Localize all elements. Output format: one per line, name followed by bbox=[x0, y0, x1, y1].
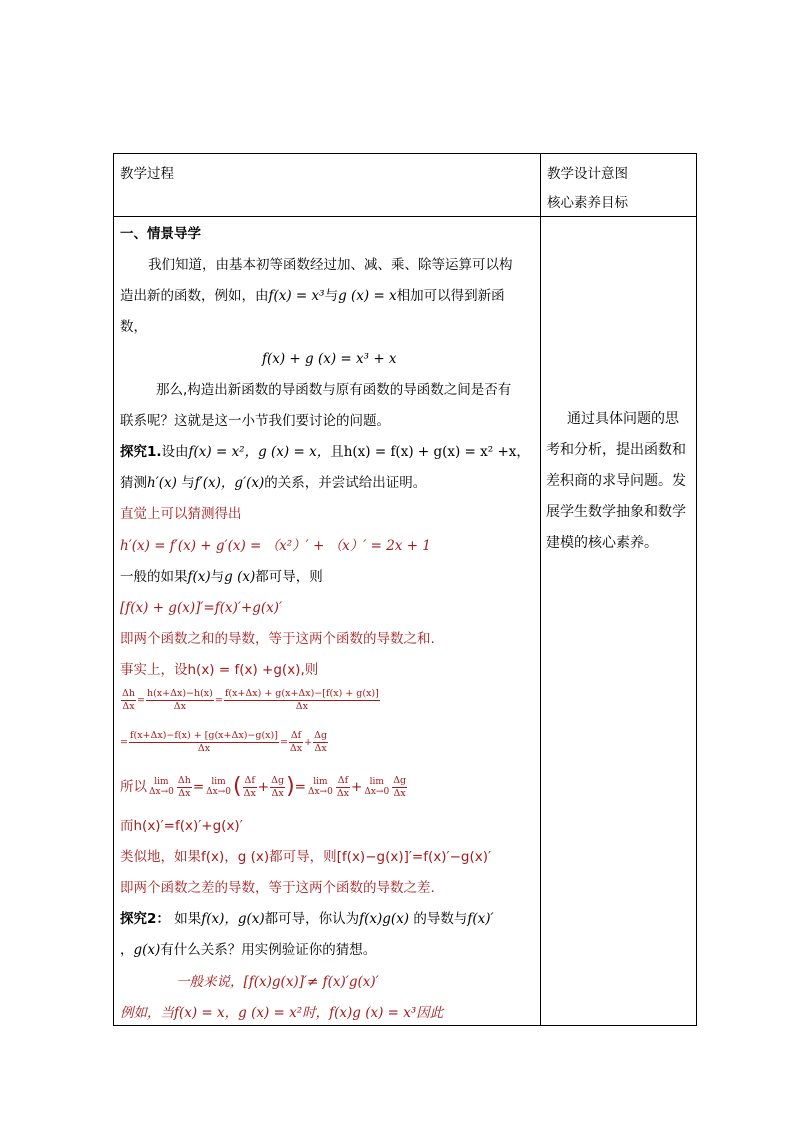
guess-h: h′(x) bbox=[147, 475, 177, 491]
guess-fg: f′(x)，g′(x) bbox=[194, 475, 265, 491]
limit-3: lim Δx→0 bbox=[307, 777, 333, 797]
header-core-literacy: 核心素养目标 bbox=[547, 195, 628, 211]
explore-2-text-2: 都可导，你认为 bbox=[264, 911, 360, 927]
fraction-h: $\frac{h(x+\Delta x)-h(x)}{\Delta x}$ bbox=[146, 688, 213, 712]
general-line bbox=[120, 567, 323, 587]
guess-and: 与 bbox=[176, 475, 195, 491]
intro-text-2: 相加可以得到新函 bbox=[396, 288, 505, 304]
fraction-dg-limit: $\frac{\Delta g}{\Delta x}$ bbox=[271, 774, 285, 799]
intro-line-1: 我们知道，由基本初等函数经过加、减、乘、除等运算可以构 bbox=[148, 257, 513, 273]
intent-line-5: 建模的核心素养。 bbox=[546, 535, 658, 551]
explore-2-comma: ， bbox=[120, 942, 134, 958]
explore-2-text-3: 的导数与 bbox=[409, 911, 468, 927]
section-title: 一、情景导学 bbox=[120, 226, 201, 242]
lesson-table bbox=[113, 153, 697, 1026]
explore-1-h: h(x) = f(x) + g(x) = x² +x， bbox=[343, 444, 530, 460]
difference-rule-text: 即两个函数之差的导数，等于这两个函数的导数之差. bbox=[120, 880, 435, 896]
example-line: 例如，当f(x) = x，g (x) = x²时，f(x)g (x) = x³因此 bbox=[120, 1005, 444, 1021]
fraction-df-limit-2: $\frac{\Delta f}{\Delta x}$ bbox=[336, 774, 350, 799]
equation-sum: f(x) + g (x) = x³ + x bbox=[262, 351, 397, 367]
fraction-df: $\frac{\Delta f}{\Delta x}$ bbox=[289, 730, 303, 754]
fraction-dg: $\frac{\Delta g}{\Delta x}$ bbox=[314, 730, 328, 754]
explore-2-question: 有什么关系？用实例验证你的猜想。 bbox=[160, 942, 377, 958]
limit-4: lim Δx→0 bbox=[364, 777, 390, 797]
explore-2-f: f(x)′ bbox=[467, 911, 494, 927]
explore-1-text: 设由 bbox=[161, 444, 189, 460]
intro-text: 造出新的函数，例如，由 bbox=[120, 288, 269, 304]
fraction-fg: $\frac{f(x+\Delta x) + g(x+\Delta x)-[f(x) + g(x)]}{\Delta x}$ bbox=[224, 688, 379, 712]
formula-g: g (x) = x bbox=[338, 288, 397, 304]
sum-rule: [f(x) + g(x)]′=f(x)′+g(x)′ bbox=[120, 600, 283, 616]
fraction-df-limit: $\frac{\Delta f}{\Delta x}$ bbox=[243, 774, 256, 799]
explore-2-g: g(x) bbox=[133, 942, 161, 958]
explore-1-label: 探究1. bbox=[120, 444, 162, 460]
difference-quotient-1: $\frac{\Delta h}{\Delta x}$ = $\frac{h(x+\Delta x)-h(x)}{\Delta x}$ = $\frac{f(x+\Delta x) + g(x+\Delta x)-[f(x) + g(x)]}{\Delta x}$ bbox=[122, 688, 379, 712]
general-text: 一般的如果 bbox=[120, 569, 188, 585]
explore-2 bbox=[120, 909, 494, 929]
intent-line-3: 差积商的求导问题。发 bbox=[546, 473, 686, 489]
intent-line-2: 考和分析，提出函数和 bbox=[546, 442, 686, 458]
formula-f: f(x) = x³ bbox=[268, 288, 325, 304]
intro-and: 与 bbox=[324, 288, 339, 304]
explore-1-and: 且 bbox=[330, 444, 344, 460]
fact-line: 事实上，设h(x) = f(x) +g(x),则 bbox=[120, 662, 319, 678]
question-line-1: 那么,构造出新函数的导函数与原有函数的导函数之间是否有 bbox=[156, 382, 512, 398]
general-g: g (x) bbox=[224, 569, 256, 585]
explore-2-label: 探究2： bbox=[120, 911, 170, 927]
explore-1 bbox=[120, 442, 530, 462]
intro-line-3: 数， bbox=[120, 319, 147, 335]
general-text-2: 都可导，则 bbox=[255, 569, 323, 585]
guess-text-2: 的关系，并尝试给出证明。 bbox=[264, 475, 427, 491]
fraction-dg-limit-2: $\frac{\Delta g}{\Delta x}$ bbox=[393, 774, 407, 799]
so-h-line: 而h(x)′=f(x)′+g(x)′ bbox=[120, 818, 243, 834]
intuition-text: 直觉上可以猜测得出 bbox=[120, 506, 242, 522]
explore-2-text: 如果 bbox=[169, 911, 202, 927]
fraction-dh-limit: $\frac{\Delta h}{\Delta x}$ bbox=[177, 774, 191, 799]
header-divider bbox=[114, 216, 696, 217]
guess-line bbox=[120, 473, 426, 493]
so-text: 所以 bbox=[120, 779, 147, 795]
sum-rule-text: 即两个函数之和的导数，等于这两个函数的导数之和. bbox=[120, 631, 435, 647]
column-divider bbox=[540, 154, 541, 1025]
similar-line: 类似地，如果f(x)，g (x)都可导，则[f(x)−g(x)]′=f(x)′−g(x)′ bbox=[120, 849, 492, 865]
question-line-2: 联系呢？这就是这一小节我们要讨论的问题。 bbox=[120, 413, 390, 429]
fraction-dh-dx: $\frac{\Delta h}{\Delta x}$ bbox=[122, 688, 135, 712]
explore-1-f: f(x) = x²， bbox=[188, 444, 259, 460]
intent-line-4: 展学生数学抽象和数学 bbox=[546, 504, 686, 520]
explore-2-product: f(x)g(x) bbox=[359, 911, 410, 927]
header-teaching-process: 教学过程 bbox=[120, 166, 174, 182]
intro-line-2 bbox=[120, 286, 505, 306]
explore-2-fg: f(x)，g(x) bbox=[201, 911, 265, 927]
general-and: 与 bbox=[210, 569, 225, 585]
general-product-statement: 一般来说，[f(x)g(x)]′≠ f(x)′g(x)′ bbox=[176, 974, 379, 990]
header-design-intent: 教学设计意图 bbox=[547, 166, 628, 182]
explore-2-line-2 bbox=[120, 940, 376, 960]
h-prime-equation: h′(x) = f′(x) + g′(x) = （x²）′ + （x）′ = 2x + 1 bbox=[120, 538, 431, 554]
limit-1: lim Δx→0 bbox=[149, 777, 174, 797]
guess-text: 猜测 bbox=[120, 475, 147, 491]
explore-1-g: g (x) = x， bbox=[258, 444, 331, 460]
limit-line: 所以 lim Δx→0 $\frac{\Delta h}{\Delta x}$ = lim Δx→0( $\frac{\Delta f}{\Delta x}$ + $\frac{\Delta g}{\Delta x}$ )= lim Δx→0 $\frac{\Delta f}{\Delta x}$ + lim Δx→0 $\frac{\Delta g}{\Delta x}$ bbox=[120, 774, 407, 799]
difference-quotient-2: = $\frac{f(x+\Delta x)-f(x) + [g(x+\Delta x)-g(x)]}{\Delta x}$ = $\frac{\Delta f}{\Delta x}$ + $\frac{\Delta g}{\Delta x}$ bbox=[120, 730, 328, 754]
intent-line-1: 通过具体问题的思 bbox=[567, 411, 679, 427]
general-f: f(x) bbox=[187, 569, 211, 585]
limit-2: lim Δx→0 bbox=[206, 777, 231, 797]
fraction-split: $\frac{f(x+\Delta x)-f(x) + [g(x+\Delta x)-g(x)]}{\Delta x}$ bbox=[129, 730, 278, 754]
